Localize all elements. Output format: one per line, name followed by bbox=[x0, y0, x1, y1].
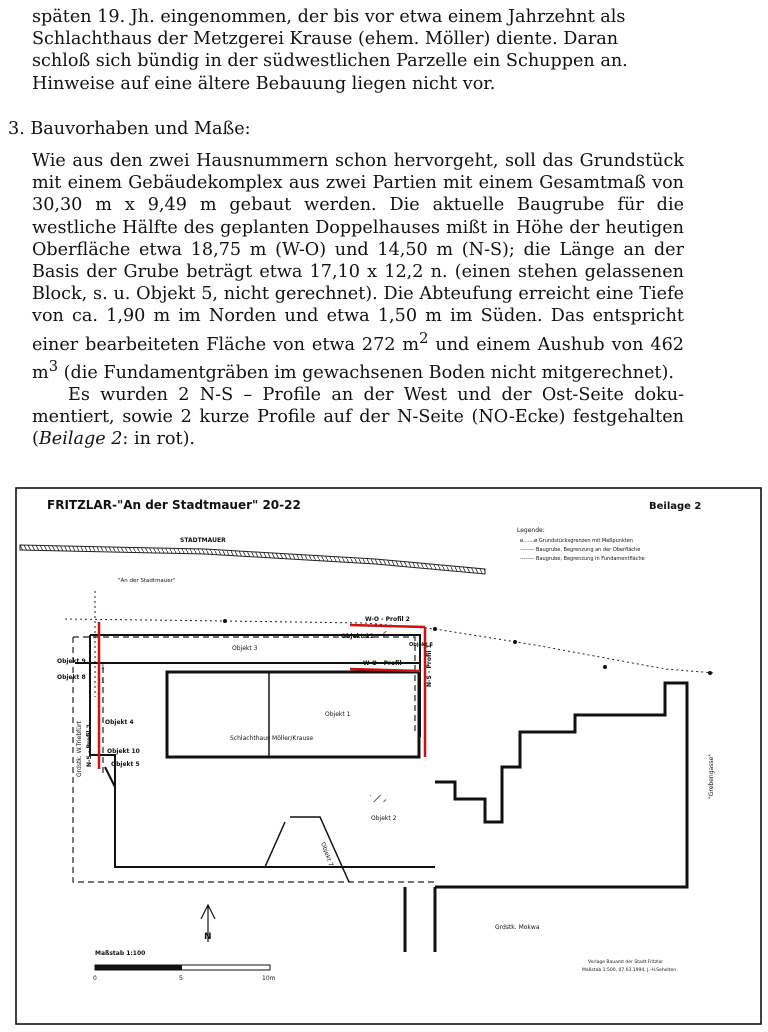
body-text: und einem Aushub von 462 m bbox=[32, 334, 685, 383]
schlachthaus-building bbox=[167, 672, 419, 757]
section-body bbox=[32, 150, 684, 450]
north-arrow bbox=[201, 905, 215, 942]
measurement-points bbox=[223, 619, 712, 675]
body-paragraph bbox=[32, 384, 684, 451]
objekt-9-label: Objekt 9 bbox=[57, 658, 86, 665]
text-line: Hinweise auf eine ältere Bebauung liegen nicht vor. bbox=[32, 73, 496, 94]
plan-title: FRITZLAR-"An der Stadtmauer" 20-22 bbox=[47, 498, 301, 512]
marker-one: 1 bbox=[101, 664, 105, 671]
superscript: 3 bbox=[48, 357, 59, 375]
ns-profil-2-label: N-S - Profil 2 bbox=[86, 724, 93, 767]
objekt-7-label: Objekt 7 bbox=[319, 841, 335, 868]
legend-title: Legende: bbox=[517, 527, 545, 534]
objekt-11-label: Objekt 11 bbox=[341, 633, 374, 640]
wo-profil-2-label: W-O - Profil 2 bbox=[365, 616, 410, 623]
beilage-label: Beilage 2 bbox=[649, 501, 702, 512]
body-text: (die Fundamentgräben im gewachsenen Boden nicht mitgerechnet). bbox=[58, 362, 674, 383]
stadtmauer-label: STADTMAUER bbox=[180, 537, 226, 544]
profile-lines bbox=[99, 622, 425, 769]
objekt-5-label: Objekt 5 bbox=[111, 761, 140, 768]
body-text: Wie aus den zwei Hausnummern schon hervorgeht, soll das Grundstück mit einem Gebäudekomplex aus zwei Partien mit einem Gesamtmaß von 30,30 m x 9,49 m gebaut werden. Die aktuelle Baugrube für die westliche Hälfte des geplanten Doppelhauses mißt in Höhe der heutigen Oberfläche etwa 18,75 m (W-O) und 14,50 m (N-S); die Länge an der Basis der Grube beträgt etwa 17,10 x 12,2 n. (einen stehen gelassenen Block, s. u. Objekt 5, nicht gerechnet). Die Abteufung erreicht eine Tiefe von ca. 1,90 m im Norden und etwa 1,50 m im Süden. Das entspricht einer bearbeiteten Fläche von etwa 272 m bbox=[32, 151, 684, 355]
city-wall bbox=[20, 545, 485, 574]
legend-item: ø.......ø Grundstücksgrenzen mit Meßpunkten bbox=[520, 538, 634, 544]
objekt-10-label: Objekt 10 bbox=[107, 748, 140, 755]
marker-one: 1 bbox=[101, 678, 105, 685]
credit-line: Vorlage Bauamt der Stadt Fritzlar bbox=[588, 960, 664, 965]
street-label: "An der Stadtmauer" bbox=[118, 578, 176, 584]
north-label: N bbox=[204, 932, 212, 942]
property-boundary bbox=[65, 591, 715, 697]
legend-item: -------- Baugrube, Begrenzung in Fundamentfläche bbox=[520, 556, 645, 562]
legend-item: -------- Baugrube, Begrenzung an der Oberfläche bbox=[520, 547, 641, 553]
grundstueck-west-label: Grdstk. W.Triebfürt bbox=[76, 721, 83, 777]
grundstueck-mokwa-label: Grdstk. Mokwa bbox=[495, 924, 540, 931]
objekt-2-hatch bbox=[370, 795, 386, 802]
scale-tick: 0 bbox=[93, 975, 97, 982]
objekt-6-label: Objekt 6 bbox=[409, 642, 433, 648]
objekt-3-label: Objekt 3 bbox=[232, 645, 258, 652]
site-plan-figure bbox=[15, 487, 762, 1025]
section-heading: 3. Bauvorhaben und Maße: bbox=[8, 119, 251, 139]
text-line: späten 19. Jh. eingenommen, der bis vor etwa einem Jahrzehnt als bbox=[32, 7, 626, 27]
ns-profil-1-label: N-S - Profil 1 bbox=[426, 644, 433, 687]
superscript: 2 bbox=[419, 329, 429, 347]
beilage-ref: Beilage 2 bbox=[38, 429, 123, 450]
body-text: Es wurden 2 N-S – Profile an der West und der Ost-Seite dokumentiert, sowie 2 kurze Profile auf der N-Seite (NO-Ecke) festgehalten ( bbox=[32, 384, 684, 450]
neighbor-buildings bbox=[405, 683, 687, 952]
objekt-8-label: Objekt 8 bbox=[57, 674, 86, 681]
text-line: schloß sich bündig in der südwestlichen Parzelle ein Schuppen an. bbox=[32, 51, 628, 72]
wo-profil-label: W-O - Profil bbox=[363, 660, 402, 667]
credit-line: Maßstab 1:500, 07.03.1994, J.-H.Seholten bbox=[582, 968, 677, 973]
objekt-4-label: Objekt 4 bbox=[105, 719, 134, 726]
schlachthaus-label: Schlachthaus Möller/Krause bbox=[230, 735, 314, 742]
objekt-1-label: Objekt 1 bbox=[325, 711, 351, 718]
text-line: Schlachthaus der Metzgerei Krause (ehem. Möller) diente. Daran bbox=[32, 29, 619, 50]
excavation-boundary bbox=[73, 637, 435, 882]
scale-tick: 5 bbox=[179, 975, 183, 982]
grebengasse-label: "Grebengasse" bbox=[708, 754, 715, 799]
intro-paragraph bbox=[32, 6, 684, 95]
scale-title: Maßstab 1:100 bbox=[95, 950, 146, 957]
body-paragraph bbox=[32, 150, 684, 384]
body-text: : in rot). bbox=[122, 429, 196, 450]
objekt-2-label: Objekt 2 bbox=[371, 815, 397, 822]
scale-tick: 10m bbox=[262, 975, 276, 982]
